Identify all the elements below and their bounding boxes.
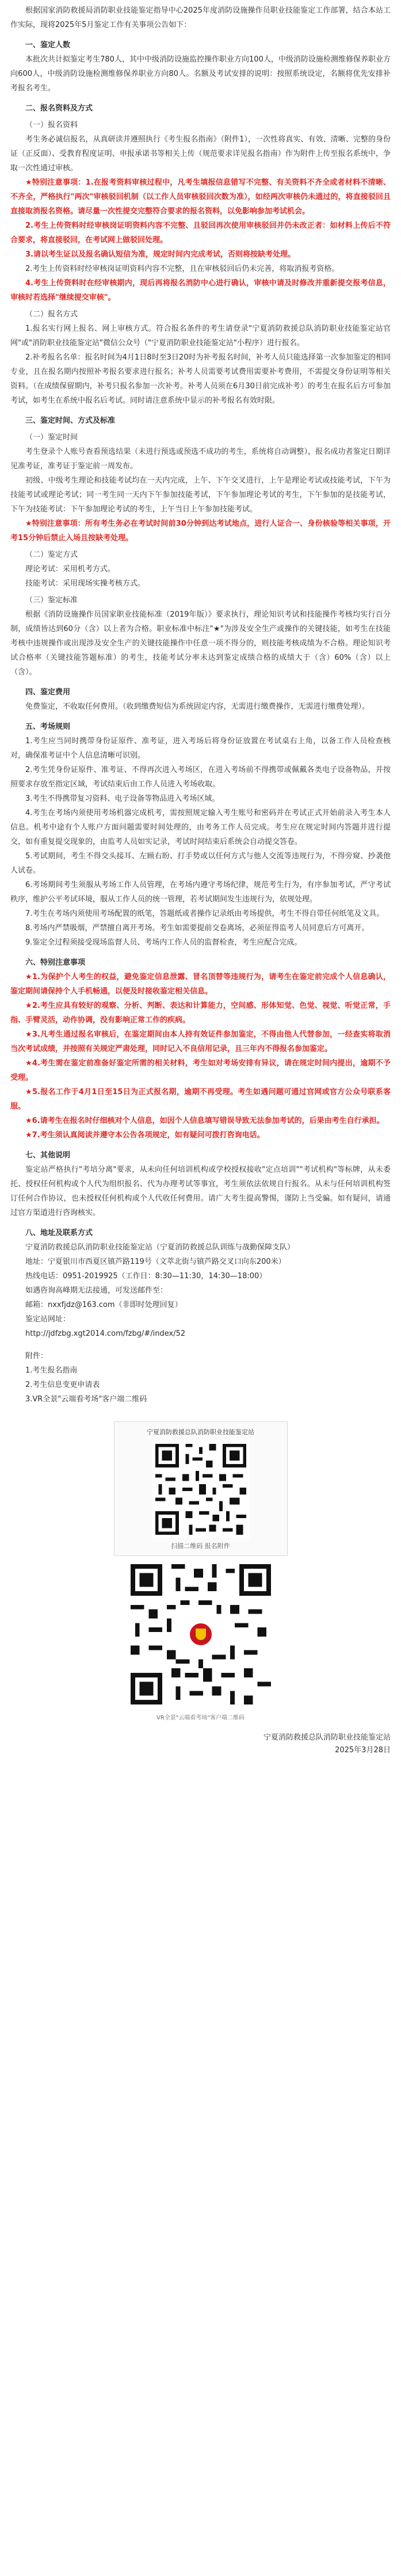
qr-code-icon	[152, 1440, 250, 1538]
section-3-sub-3: （三）鉴定标准	[25, 596, 78, 605]
section-3-warning-1: ★特别注意事项：所有考生务必在考试时间前30分钟到达考试地点，进行人证合一、身份核验等相关事项，开考15分钟后禁止入场且按缺考处理。	[10, 519, 391, 542]
section-3-text-1: 考生登录个人账号查看预选结果（未进行预选或预选不成功的考生，系统将自动调整），报名成功者鉴定日期详见准考证，准考证于鉴定前一周发布。	[10, 448, 391, 471]
rule-item: 4.考生在考场内须使用考场机器完成机考，需按照规定输入考生账号和密码并在考试正式开始前录入考生本人信息。机考中途有个人账户方面问题需要时间处理的，由考务工作人员完成。考生应在规定时间内答题并进行提交，如有重复提交现象的，由监考人员如实记录，考试时间结束后系统会自动提交答卷。	[10, 809, 391, 846]
qr-card	[114, 1421, 288, 1556]
rule-item: 5.考试期间，考生不得交头接耳、左顾右盼、打手势或以任何方式与他人交流等违规行为，不得旁窥、抄袭他人试卷。	[10, 852, 391, 875]
section-3-title: 三、鉴定时间、方式及标准	[25, 416, 116, 425]
fire-rescue-emblem-icon	[188, 1622, 213, 1647]
rule-item: 6.考场期间考生须服从考场工作人员管理，在考场内遵守考场纪律，规范考生行为，有序参加考试，严守考试秩序，维护公平考试环境，服从工作人员的统一管理，若考试期间发生违规行为，依规处理。	[10, 881, 391, 904]
section-2-sub-2: （二）报名方式	[25, 310, 78, 319]
special-note: ★6.请考生在报名时仔细核对个人信息，如因个人信息填写错误导致无法参加考试的，后果由考生自行承担。	[25, 1117, 384, 1125]
section-2-warning-1: ★特别注意事项：1.在报考资料审核过程中，凡考生填报信息错写不完整、有关资料不齐全或者材料不清晰、不齐全，严格执行"两次"审核驳回机制（以工作人员审核驳回次数为准），如经两次审核仍未通过的，将直接驳回且直接取消报名资格。请尽量一次性提交完整符合要求的报名资料，以免影响参加考试机会。	[10, 178, 391, 216]
section-4-title: 四、鉴定费用	[25, 688, 71, 697]
attachment-link[interactable]: 2.考生信息变更申请表	[25, 1381, 100, 1389]
rule-item: 8.考场内严禁吸烟，严禁擅自离开考场。考生如需要提前交卷离场，必须征得监考人员同意后方可离开。	[25, 924, 369, 932]
qr-card-title: 宁夏消防救援总队消防职业技能鉴定站	[147, 1428, 254, 1436]
section-2-warning-3: 3.请以考生证以及报名确认短信为准，规定时间内完成考试，否则将按缺考处理。	[25, 250, 295, 259]
contact-email-note: 如遇咨询高峰期无法接通，可发送邮件至：	[25, 1286, 168, 1295]
special-note: ★4.考生需在鉴定前准备好鉴定所需的相关材料，考生如对考场安排有异议，请在规定时间内提出，逾期不予受理。	[10, 1059, 391, 1082]
special-note: ★5.报名工作于4月1日至15日为正式报名期，逾期不再受理。考生如遇问题可通过官网或官方公众号联系客服。	[10, 1088, 391, 1111]
section-2-text-2: 2.考生上传资料时经审核岗证明资料内容不完整，且在审核驳回后仍未完善，将取消报考资格。	[25, 265, 339, 273]
signature-org: 宁夏消防救援总队消防职业技能鉴定站	[263, 1733, 391, 1742]
section-1-title: 一、鉴定人数	[25, 41, 71, 49]
attachment-link[interactable]: 1.考生报名指南	[25, 1366, 78, 1375]
contact-address: 地址：宁夏银川市西夏区镇芦路119号（文萃北街与镇芦路交叉口向东200米）	[25, 1258, 286, 1266]
special-note: ★2.考生应具有较好的观察、分析、判断、表达和计算能力，空间感、形体知觉、色觉、视觉、听觉正常，手指、手臂灵活，动作协调，没有影响正常工作的疾病。	[10, 1002, 391, 1025]
section-3-sub-1: （一）鉴定时间	[25, 433, 78, 442]
section-2-sub-1: （一）报名资料	[25, 121, 78, 129]
section-3-text-5: 根据《消防设施操作员国家职业技能标准（2019年版）》要求执行，理论知识考试和技能操作考核均实行百分制，成绩皆达到60分（含）以上者为合格。职业标准中标注"★"为涉及安全生产或操作的关键技能，如考生在技能考核中违规操作或出现涉及安全生产的关键技能操作中任意一项不得分的，则技能考核成绩为不合格。理论知识考试合格率（关键技能答题标准）的考生，技能考试分率未达到鉴定成绩合格的成绩大于（含）60%（含）以上（含）。	[10, 610, 391, 677]
section-4-text: 免费鉴定，不收取任何费用。（收到缴费短信为系统固定内容，无需进行缴费操作，无需进行缴费处理）。	[25, 702, 370, 711]
contact-website-link[interactable]: http://jdfzbg.xgt2014.com/fzbg/#/index/52	[25, 1329, 186, 1338]
section-3-text-4: 技能考试：采用现场实操考核方式。	[25, 579, 146, 588]
contact-website-label: 鉴定站网址：	[25, 1315, 71, 1324]
section-3-sub-2: （二）鉴定方式	[25, 551, 78, 559]
rule-item: 2.考生凭身份证原件、准考证、不得再次进入考场区，在进入考场前不得携带或佩戴各类电子设备物品，并按照要求存放至指定区域，考试结束后由工作人员进入考场收取。	[10, 766, 391, 789]
special-note: ★3.凡考生通过报名审核后，在鉴定期间由本人持有效证件参加鉴定，不得由他人代替参加，一经查实将取消当次考试成绩，并按照有关规定严肃处理，同时记入不良信用记录，且三年内不得报名参加鉴定。	[10, 1030, 391, 1053]
vr-qr-caption: VR全景"云端看考场"客户端二维码	[156, 1715, 245, 1721]
section-2-warning-2: 2.考生上传资料时经审核岗证明资料内容不完整、且驳回再次使用审核驳回并仍未改正者：如材料上传后不符合要求，将直接驳回，在考试网上做驳回处理。	[10, 221, 391, 244]
intro-paragraph: 根据国家消防救援局消防职业技能鉴定指导中心2025年度消防设施操作员职业技能鉴定工作部署，结合本站工作实际，现将2025年5月鉴定工作有关事项公告如下：	[10, 6, 391, 29]
contact-email[interactable]: 邮箱：nxxfjdz@163.com（非即时处理回复）	[25, 1301, 182, 1309]
rule-item: 1.考生应当同时携带身份证原件、准考证，进入考场后将身份证放置在考试桌右上角，以备工作人员检查核对，确保准考证中个人信息清晰可识别。	[10, 737, 391, 760]
section-2-text-4: 2.补考报名名单：报名时间为4月1日8时至3日20时为补考报名时间，补考人员只能选择第一次参加鉴定的相同专业，且在报名期内按照补考报名要求进行报名；补考人员需要考试费用需要补考费用，不需提交身份证明等相关资料。（在成绩保留期内，补考只报名参加一次补考。补考人员须在6月30日前完成补考）的考生在报名后方可参加考试，如考生在系统中报名后考试。同时请注意系统中显示的补考报名有效时限。	[10, 353, 391, 405]
section-2-title: 二、报名资料及方式	[25, 104, 93, 113]
attachments-label: 附件：	[25, 1352, 48, 1360]
section-2-text-1: 考生务必诚信报名，从真研读并遵照执行《考生报名指南》（附件1），一次性将真实、有效、清晰、完整的身份证（正反面）、受教育程度证明、申报承诺书等相关上传（规范要求详见报名指南）作为附件上传至报名系统中，争取一次性通过审核。	[10, 135, 391, 173]
rule-item: 3.考生不得携带复习资料、电子设备等物品进入考场区域。	[25, 794, 220, 803]
section-3-text-2: 初级、中级考生理论和技能考试均在一天内完成，上午、下午交叉进行，上午是理论考试或技能考试，下午为技能考试或理论考试；同一考生同一天内下午参加技能考试，下午参加理论考试的考生，下午参加的是技能考试，下午为技能考试：下午参加理论考试的考生，上午当日上午参加技能考试。	[10, 476, 391, 514]
section-7-title: 七、其他说明	[25, 1151, 71, 1160]
section-5-title: 五、考场规则	[25, 723, 71, 731]
section-3-text-3: 理论考试：采用机考方式。	[25, 565, 116, 574]
attachment-link[interactable]: 3.VR全景"云端看考场"客户端二维码	[25, 1395, 147, 1404]
section-6-title: 六、特别注意事项	[25, 958, 86, 967]
signature-block	[10, 1732, 391, 1757]
section-1-text: 本批次共计拟鉴定考生780人，其中中级消防设施监控操作职业方向100人，中级消防设施检测维修保养职业方向600人，中级消防设施检测维修保养职业方向80人。名额及考试安排的说明：按照系统设定，名额将优先安排补考报名考生。	[10, 55, 391, 93]
section-8-title: 八、地址及联系方式	[25, 1229, 93, 1237]
contact-org: 宁夏消防救援总队消防职业技能鉴定站（宁夏消防救援总队训练与战勤保障支队）	[25, 1243, 295, 1252]
contact-phone: 热线电话：0951-2019925（工作日：8:30—11:30，14:30—18:00）	[25, 1272, 267, 1281]
qr-card-caption: 扫描二维码 报名附件	[171, 1542, 230, 1550]
section-7-text: 鉴定站严格执行"考培分离"要求，从未向任何培训机构或学校授权接收"定点培训""考试机构"等标牌，从未委托、授权任何机构或个人代为组织报名、代为办理考试等事宜，考生须依法依规自行报名。从未与任何培训机构签订任何合作协议，也未授权任何机构或个人代收任何费用。请广大考生提高警惕，谨防上当受骗。如有疑问，请通过官方渠道进行咨询核实。	[10, 1165, 391, 1217]
rule-item: 7.考生在考场内须使用考场配置的纸笔，答题纸或者操作记录纸由考场提供，考生不得自带任何纸笔及文具。	[25, 909, 384, 918]
section-2-text-3: 1.报名实行网上报名、网上审核方式。符合报名条件的考生请登录"宁夏消防救援总队消防职业技能鉴定站官网"或"消防职业技能鉴定站"微信公众号（"宁夏消防职业技能鉴定站"小程序）进行报名。	[10, 324, 391, 347]
vr-qr-code-icon	[126, 1560, 276, 1709]
special-note: ★7.考生须认真阅读并遵守本公告各项规定，如有疑问可拨打咨询电话。	[25, 1131, 265, 1140]
section-2-warning-4: 4.考生上传资料时在经审核期内，现后再将报名消防中心进行确认，审核中请及时修改并重新提交报考信息，审核时若选择"继续提交审核"。	[10, 279, 391, 302]
special-note: ★1.为保护个人考生的权益，避免鉴定信息泄露、冒名顶替等违规行为，请考生在鉴定前完成个人信息确认，鉴定期间请保持个人手机畅通，以便及时接收鉴定相关信息。	[10, 973, 391, 996]
rule-item: 9.鉴定全过程须接受现场监督人员、考场内工作人员的监督检查，考生应配合完成。	[25, 938, 302, 947]
signature-date: 2025年3月28日	[335, 1746, 391, 1755]
